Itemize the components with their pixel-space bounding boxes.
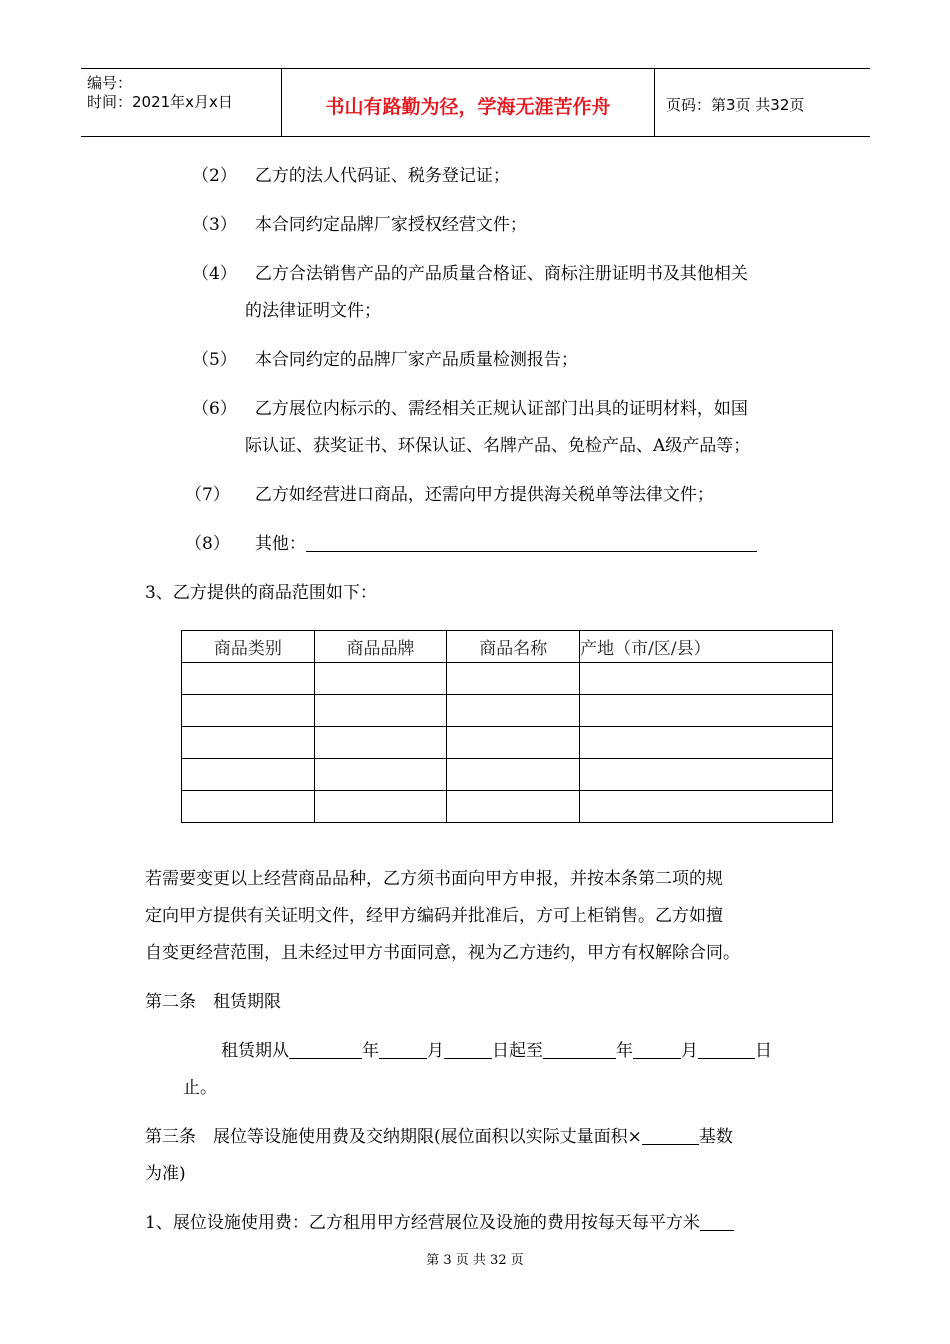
- item-8: [185, 529, 757, 554]
- month-label: 月: [427, 1041, 444, 1061]
- year-label: 年: [616, 1041, 633, 1061]
- table-cell[interactable]: [182, 695, 315, 727]
- blank-start-year[interactable]: [289, 1040, 362, 1059]
- item-number: （4）: [192, 264, 237, 284]
- item-4: [192, 259, 748, 284]
- blank-end-month[interactable]: [633, 1040, 681, 1059]
- day-label: 日: [755, 1041, 772, 1061]
- table-cell[interactable]: [580, 663, 833, 695]
- table-cell[interactable]: [447, 759, 580, 791]
- change-paragraph-line-1: 若需要变更以上经营商品品种，乙方须书面向甲方申报，并按本条第二项的规: [145, 869, 723, 889]
- table-cell[interactable]: [447, 695, 580, 727]
- table-cell[interactable]: [580, 727, 833, 759]
- change-paragraph-line-2: 定向甲方提供有关证明文件，经甲方编码并批准后，方可上柜销售。乙方如擅: [145, 906, 723, 926]
- table-row: [182, 727, 833, 759]
- lease-from-label: 租赁期从: [221, 1041, 289, 1061]
- day-until-label: 日起至: [492, 1041, 543, 1061]
- table-cell[interactable]: [314, 695, 447, 727]
- doc-time-label: 时间：2021年x月x日: [87, 93, 233, 111]
- article2-title: 第二条 租赁期限: [145, 992, 281, 1012]
- table-row: [182, 663, 833, 695]
- item-number: （6）: [192, 399, 237, 419]
- table-cell[interactable]: [314, 727, 447, 759]
- table-row: [182, 695, 833, 727]
- item-6-continuation: 际认证、获奖证书、环保认证、名牌产品、免检产品、A级产品等；: [245, 436, 751, 456]
- item-5: [192, 345, 578, 370]
- blank-end-year[interactable]: [543, 1040, 616, 1059]
- item-text: 乙方展位内标示的、需经相关正规认证部门出具的证明材料，如国: [254, 399, 748, 419]
- item-4-continuation: 的法律证明文件；: [245, 301, 381, 321]
- article3-text: 第三条 展位等设施使用费及交纳期限(展位面积以实际丈量面积×: [145, 1127, 642, 1147]
- item-text: 乙方的法人代码证、税务登记证；: [254, 166, 510, 186]
- col-brand: 商品品牌: [314, 631, 447, 663]
- table-cell[interactable]: [314, 759, 447, 791]
- item-7: [185, 480, 714, 505]
- table-cell[interactable]: [447, 727, 580, 759]
- header-page-info: 页码：第3页 共32页: [666, 96, 805, 114]
- month-label: 月: [681, 1041, 698, 1061]
- col-product-name: 商品名称: [447, 631, 580, 663]
- item-text: 乙方如经营进口商品，还需向甲方提供海关税单等法律文件；: [254, 485, 714, 505]
- blank-start-month[interactable]: [379, 1040, 427, 1059]
- doc-number-label: 编号：: [87, 74, 133, 92]
- change-paragraph-line-3: 自变更经营范围，且未经过甲方书面同意，视为乙方违约，甲方有权解除合同。: [145, 943, 740, 963]
- lease-term-tail: 止。: [183, 1078, 217, 1098]
- item-number: （5）: [192, 350, 237, 370]
- page-header: [81, 68, 870, 137]
- table-cell[interactable]: [182, 759, 315, 791]
- item-text: 本合同约定品牌厂家授权经营文件；: [254, 215, 527, 235]
- blank-line: [306, 533, 757, 552]
- article3-line-2: 为准): [145, 1164, 186, 1184]
- goods-table: [181, 630, 833, 823]
- table-cell[interactable]: [447, 791, 580, 823]
- table-cell[interactable]: [580, 695, 833, 727]
- item-6: [192, 394, 748, 419]
- article3-base-label: 基数: [698, 1127, 733, 1147]
- table-cell[interactable]: [580, 791, 833, 823]
- blank-end-day[interactable]: [698, 1040, 755, 1059]
- table-cell[interactable]: [182, 727, 315, 759]
- item-number: （2）: [192, 166, 237, 186]
- item-text: 乙方合法销售产品的产品质量合格证、商标注册证明书及其他相关: [254, 264, 748, 284]
- item-2: [192, 161, 510, 186]
- item-text: 本合同约定的品牌厂家产品质量检测报告；: [254, 350, 578, 370]
- section3-intro: 3、乙方提供的商品范围如下：: [145, 583, 377, 603]
- table-header-row: [182, 631, 833, 663]
- fee-line: [145, 1208, 734, 1233]
- page-footer: 第 3 页 共 32 页: [426, 1253, 524, 1268]
- item-3: [192, 210, 527, 235]
- blank-start-day[interactable]: [444, 1040, 492, 1059]
- table-cell[interactable]: [182, 791, 315, 823]
- item-number: （3）: [192, 215, 237, 235]
- fee-text: 1、展位设施使用费：乙方租用甲方经营展位及设施的费用按每天每平方米: [145, 1213, 700, 1233]
- header-motto-cell: [282, 69, 655, 136]
- blank-fee-amount[interactable]: [700, 1212, 734, 1231]
- year-label: 年: [362, 1041, 379, 1061]
- item-number: （8）: [185, 534, 230, 554]
- lease-term-line: [221, 1036, 772, 1061]
- header-motto: 书山有路勤为径，学海无涯苦作舟: [325, 96, 611, 118]
- item-text: 其他：: [254, 534, 306, 554]
- table-row: [182, 791, 833, 823]
- col-category: 商品类别: [182, 631, 315, 663]
- table-cell[interactable]: [447, 663, 580, 695]
- item-number: （7）: [185, 485, 230, 505]
- table-cell[interactable]: [314, 663, 447, 695]
- header-page-cell: [655, 69, 870, 136]
- table-cell[interactable]: [314, 791, 447, 823]
- table-cell[interactable]: [580, 759, 833, 791]
- blank-base-number[interactable]: [642, 1126, 699, 1145]
- article3-line-1: [145, 1122, 733, 1147]
- table-row: [182, 759, 833, 791]
- header-meta-cell: [81, 69, 282, 136]
- col-origin: 产地（市/区/县）: [580, 631, 833, 663]
- table-cell[interactable]: [182, 663, 315, 695]
